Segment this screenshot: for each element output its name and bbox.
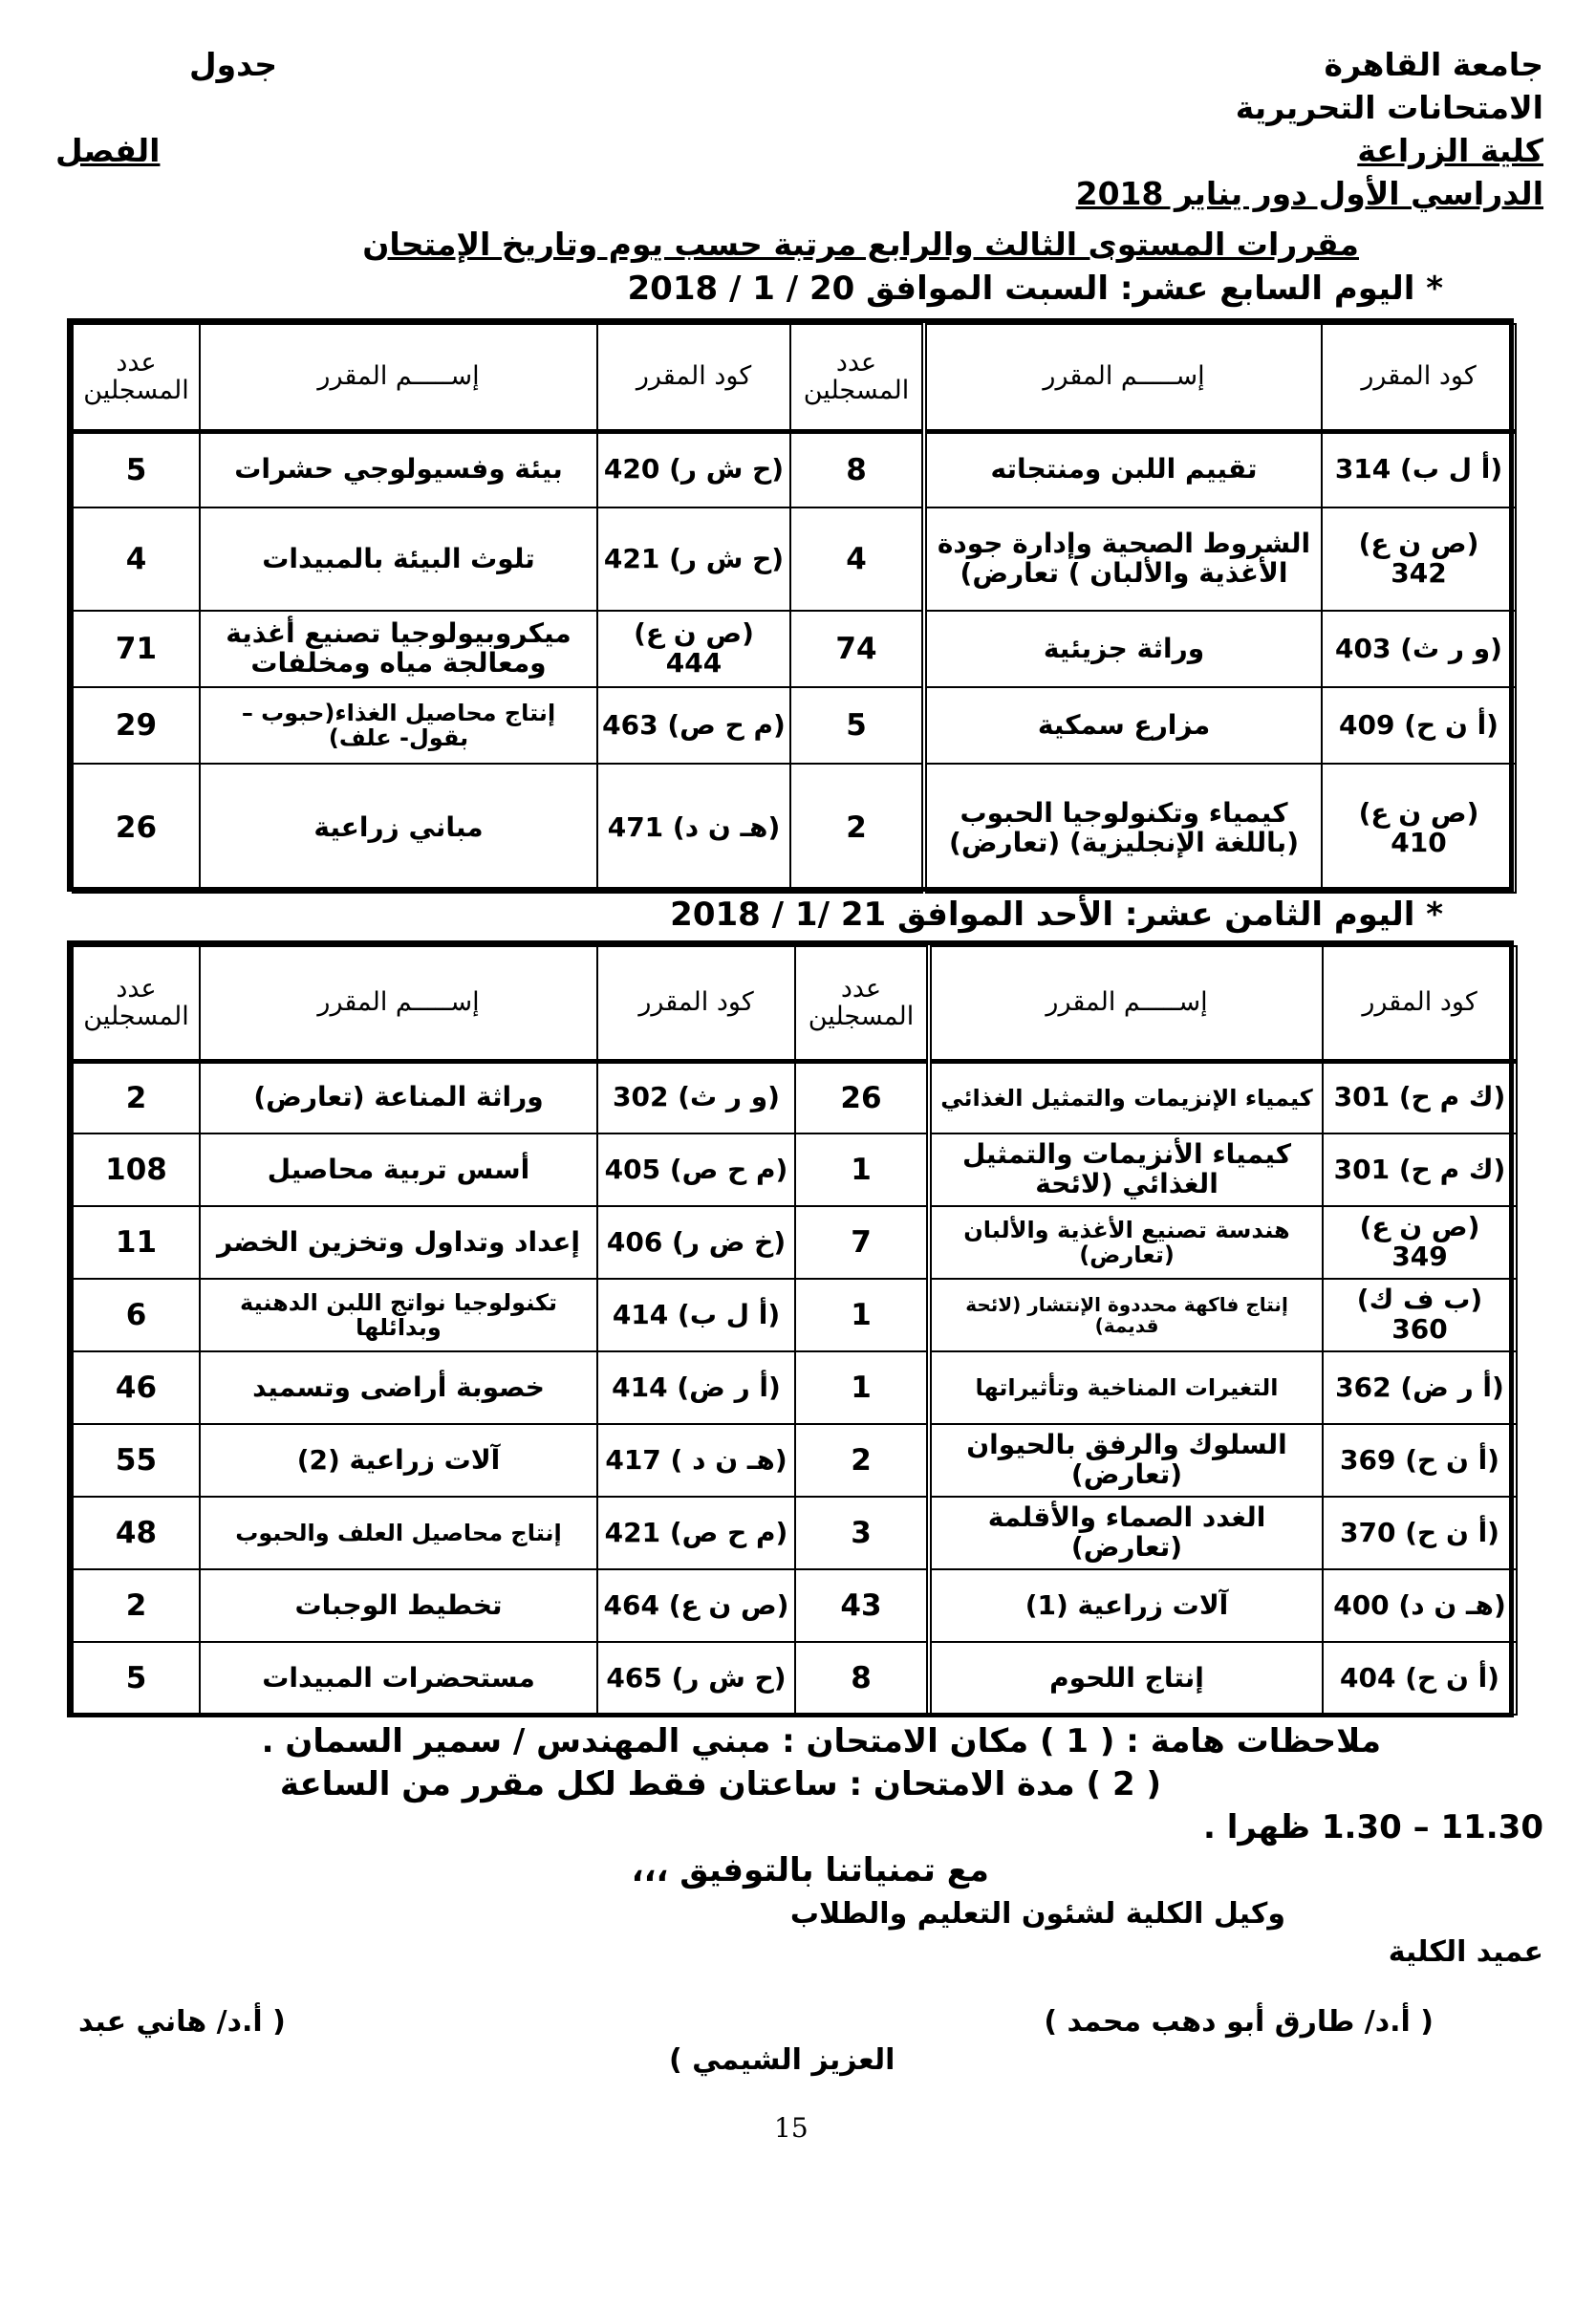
table-row [73,1061,1517,1133]
course-code: (أ ن ح) 369 [1323,1424,1517,1497]
course-code: (ك م ح) 301 [1323,1061,1517,1133]
course-name: تقييم اللبن ومنتجاته [924,431,1322,507]
semester-label: الفصل [55,132,161,169]
course-name: إنتاج فاكهة محددوة الإنتشار (لائحة قديمة) [929,1279,1323,1351]
course-code: (هـ ن د ) 417 [597,1424,795,1497]
day2-title: * اليوم الثامن عشر: الأحد الموافق 21 /1 / 2018 [670,896,1443,934]
course-name: تلوث البيئة بالمبيدات [200,507,597,611]
course-name: آلات زراعية (1) [929,1569,1323,1642]
dean-signature-cont: العزيز الشيمي ) [669,2043,895,2077]
col-count: عدد المسجلين [795,946,929,1061]
day2-table [67,940,1514,1717]
course-name: ميكروبيولوجيا تصنيع أغذية ومعالجة مياه ومخلفات [200,611,597,687]
col-code: كود المقرر [1323,946,1517,1061]
course-name: مزارع سمكية [924,687,1322,764]
dean-signature: ( أ.د/ هاني عبد [78,2005,286,2039]
term-line: الدراسي الأول دور يناير 2018 [1075,175,1543,212]
table-row [73,1279,1517,1351]
course-name: مستحضرات المبيدات [200,1642,597,1715]
table-row [73,1424,1517,1497]
vice-dean-signature: ( أ.د/ طارق أبو دهب محمد ) [1044,2005,1434,2039]
course-code: (أ ن ح) 404 [1323,1642,1517,1715]
enrolled-count: 5 [790,687,924,764]
course-name: آلات زراعية (2) [200,1424,597,1497]
course-name: التغيرات المناخية وتأثيراتها [929,1351,1323,1424]
enrolled-count: 4 [790,507,924,611]
course-name: تخطيط الوجبات [200,1569,597,1642]
course-code: (و ر ث) 302 [597,1061,795,1133]
course-code: (و ر ث) 403 [1322,611,1516,687]
enrolled-count: 11 [73,1206,200,1279]
enrolled-count: 8 [790,431,924,507]
course-name: هندسة تصنيع الأغذية والألبان (تعارض) [929,1206,1323,1279]
enrolled-count: 3 [795,1497,929,1569]
enrolled-count: 26 [73,764,200,893]
enrolled-count: 5 [73,431,200,507]
col-name: إســـــم المقرر [924,324,1322,431]
enrolled-count: 74 [790,611,924,687]
enrolled-count: 2 [795,1424,929,1497]
enrolled-count: 108 [73,1133,200,1206]
enrolled-count: 4 [73,507,200,611]
course-code: (م ح ص) 421 [597,1497,795,1569]
col-count: عدد المسجلين [73,946,200,1061]
faculty-name: كلية الزراعة [1357,132,1543,169]
col-code: كود المقرر [597,324,790,431]
col-name: إســـــم المقرر [200,324,597,431]
enrolled-count: 2 [790,764,924,893]
enrolled-count: 29 [73,687,200,764]
course-name: الغدد الصماء والأقلمة (تعارض) [929,1497,1323,1569]
enrolled-count: 5 [73,1642,200,1715]
course-name: أسس تربية محاصيل [200,1133,597,1206]
course-code: (ص ن ع) 464 [597,1569,795,1642]
page-number: 15 [774,2112,809,2144]
course-name: وراثة المناعة (تعارض) [200,1061,597,1133]
course-code: (ك م ح) 301 [1323,1133,1517,1206]
day1-table [67,318,1514,892]
course-name: إنتاج محاصيل الغذاء(حبوب – بقول- علف) [200,687,597,764]
course-code: (أ ر ض) 414 [597,1351,795,1424]
course-code: (ص ن ع) 444 [597,611,790,687]
day1-title: * اليوم السابع عشر: السبت الموافق 20 / 1 / 2018 [627,270,1443,308]
course-name: خصوبة أراضى وتسميد [200,1351,597,1424]
enrolled-count: 2 [73,1061,200,1133]
col-name: إســـــم المقرر [929,946,1323,1061]
course-name: مباني زراعية [200,764,597,893]
notes-line-2: ( 2 ) مدة الامتحان : ساعتان فقط لكل مقرر من الساعة [279,1765,1161,1803]
university-name: جامعة القاهرة [1324,46,1543,83]
enrolled-count: 8 [795,1642,929,1715]
day2-header-row [73,946,1517,1061]
course-name: إعداد وتداول وتخزين الخضر [200,1206,597,1279]
col-code: كود المقرر [1322,324,1516,431]
course-name: تكنولوجيا نواتج اللبن الدهنية وبدائلها [200,1279,597,1351]
course-code: (هـ ن د) 471 [597,764,790,893]
enrolled-count: 55 [73,1424,200,1497]
course-name: وراثة جزيئية [924,611,1322,687]
course-code: (أ ل ب) 414 [597,1279,795,1351]
course-name: إنتاج اللحوم [929,1642,1323,1715]
enrolled-count: 1 [795,1133,929,1206]
course-code: (أ ن ح) 409 [1322,687,1516,764]
table-row [73,687,1516,764]
course-name: إنتاج محاصيل العلف والحبوب [200,1497,597,1569]
enrolled-count: 1 [795,1351,929,1424]
enrolled-count: 48 [73,1497,200,1569]
enrolled-count: 43 [795,1569,929,1642]
enrolled-count: 2 [73,1569,200,1642]
course-name: كيمياء الإنزيمات والتمثيل الغذائي [929,1061,1323,1133]
course-code: (هـ ن د) 400 [1323,1569,1517,1642]
table-row [73,507,1516,611]
table-row [73,1497,1517,1569]
course-code: (خ ض ر) 406 [597,1206,795,1279]
closing-wishes: مع تمنياتنا بالتوفيق ،،، [631,1851,989,1889]
course-name: كيمياء وتكنولوجيا الحبوب (باللغة الإنجليزية) (تعارض) [924,764,1322,893]
table-row [73,1351,1517,1424]
course-name: بيئة وفسيولوجي حشرات [200,431,597,507]
schedule-word: جدول [189,46,277,83]
table-row [73,1642,1517,1715]
table-row [73,1133,1517,1206]
enrolled-count: 1 [795,1279,929,1351]
course-code: (أ ر ض) 362 [1323,1351,1517,1424]
course-code: (ح ش ر) 420 [597,431,790,507]
col-code: كود المقرر [597,946,795,1061]
course-code: (ب ف ك) 360 [1323,1279,1517,1351]
exams-title: الامتحانات التحريرية [1235,89,1543,126]
course-code: (ح ش ر) 465 [597,1642,795,1715]
col-count: عدد المسجلين [73,324,200,431]
col-name: إســـــم المقرر [200,946,597,1061]
notes-line-1: ملاحظات هامة : ( 1 ) مكان الامتحان : مبني المهندس / سمير السمان . [261,1722,1381,1760]
course-code: (ص ن ع) 342 [1322,507,1516,611]
col-count: عدد المسجلين [790,324,924,431]
course-code: (أ ن ح) 370 [1323,1497,1517,1569]
course-name: الشروط الصحية وإدارة جودة الأغذية والألبان ) تعارض) [924,507,1322,611]
dean-title: عميد الكلية [1388,1935,1543,1969]
table-row [73,1569,1517,1642]
enrolled-count: 6 [73,1279,200,1351]
table-row [73,611,1516,687]
table-row [73,764,1516,893]
vice-dean-title: وكيل الكلية لشئون التعليم والطلاب [789,1897,1285,1931]
course-code: (م ح ص) 405 [597,1133,795,1206]
notes-line-3: 11.30 – 1.30 ظهرا . [1203,1808,1543,1846]
course-name: السلوك والرفق بالحيوان (تعارض) [929,1424,1323,1497]
course-code: (أ ل ب) 314 [1322,431,1516,507]
enrolled-count: 7 [795,1206,929,1279]
course-code: (ص ن ع) 410 [1322,764,1516,893]
course-code: (ح ش ر) 421 [597,507,790,611]
table-row [73,1206,1517,1279]
enrolled-count: 26 [795,1061,929,1133]
page-subtitle: مقررات المستوى الثالث والرابع مرتبة حسب يوم وتاريخ الإمتحان [362,226,1359,263]
enrolled-count: 46 [73,1351,200,1424]
day1-header-row [73,324,1516,431]
course-code: (ص ن ع) 349 [1323,1206,1517,1279]
enrolled-count: 71 [73,611,200,687]
course-code: (م ح ص) 463 [597,687,790,764]
course-name: كيمياء الأنزيمات والتمثيل الغذائي (لائحة [929,1133,1323,1206]
table-row [73,431,1516,507]
